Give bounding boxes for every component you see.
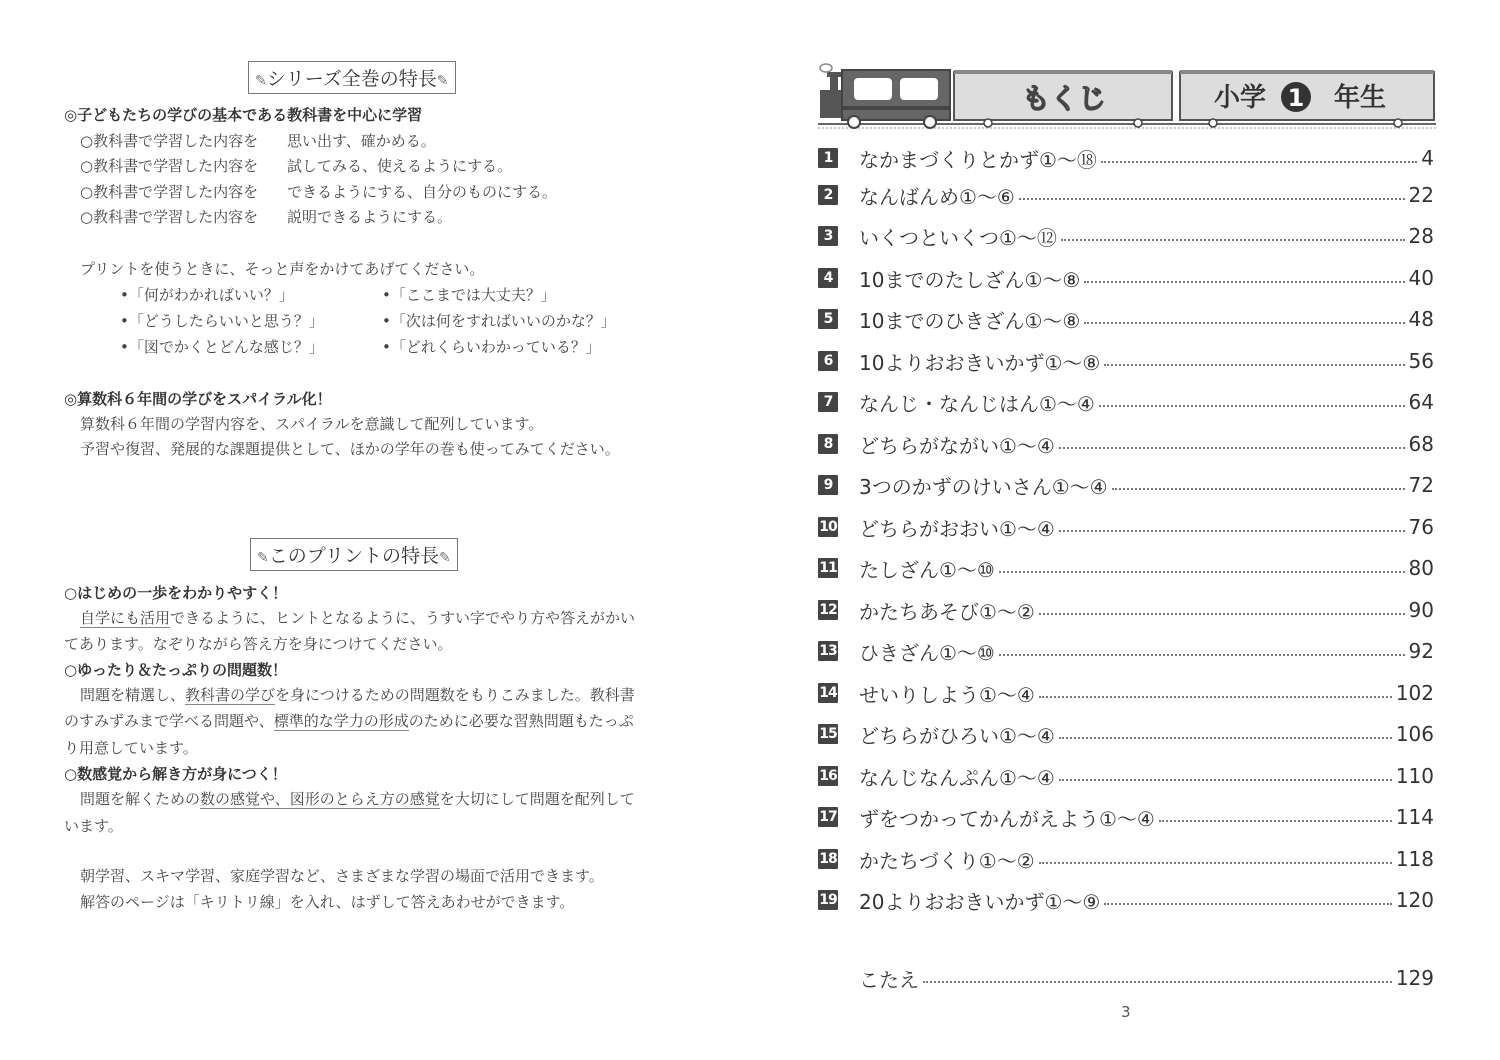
dot-leader <box>1099 403 1405 407</box>
toc-item[interactable] <box>818 802 1434 832</box>
grade-prefix: 小学 <box>1213 83 1267 113</box>
chapter-title: なんばんめ①～⑥ <box>859 184 1015 209</box>
chapter-title: どちらがおおい①～④ <box>859 516 1055 541</box>
chapter-title: なかまづくりとかず①～⑱ <box>859 147 1097 172</box>
chapter-title: たしざん①～⑩ <box>859 557 995 582</box>
series-features-heading: ✎シリーズ全巻の特長✎ <box>248 61 456 94</box>
chapter-page: 114 <box>1395 805 1434 829</box>
chapter-title: なんじ・なんじはん①～④ <box>859 391 1095 416</box>
locomotive-icon <box>820 64 950 128</box>
toc-item[interactable] <box>818 678 1434 708</box>
chapter-number: 11 <box>819 560 837 576</box>
chapter-title: ひきざん①～⑩ <box>859 640 995 665</box>
dot-leader <box>1112 486 1405 490</box>
chapter-page: 48 <box>1408 307 1434 331</box>
chapter-page: 80 <box>1408 556 1434 580</box>
chapter-title: どちらがながい①～④ <box>859 433 1055 458</box>
dot-leader <box>1104 901 1392 905</box>
chapter-number: 16 <box>819 768 837 784</box>
chapter-page: 64 <box>1408 390 1434 414</box>
series-point-detail: 試してみる、使えるようにする。 <box>287 157 513 175</box>
toc-item[interactable] <box>818 346 1434 376</box>
feature-line: います。 <box>64 817 123 835</box>
toc-item[interactable] <box>818 636 1434 666</box>
chapter-number: 10 <box>819 519 837 535</box>
dot-leader <box>1039 611 1405 615</box>
chapter-page: 40 <box>1408 266 1434 290</box>
chapter-number: 15 <box>819 726 837 742</box>
feature-line: のすみずみまで学べる問題や、標準的な学力の形成のために必要な習熟問題もたっぷ <box>64 712 634 730</box>
dot-leader <box>1019 196 1405 200</box>
toc-item[interactable] <box>818 885 1434 915</box>
chapter-number: 6 <box>818 351 838 371</box>
train-header <box>818 60 1436 132</box>
chapter-number: 18 <box>819 851 837 867</box>
phrase-item: •「図でかくとどんな感じ？」 <box>120 338 324 356</box>
chapter-title: 3つのかずのけいさん①～④ <box>859 474 1108 499</box>
dot-leader <box>1059 445 1405 449</box>
phrase-item: •「次は何をすればいいのかな？」 <box>382 312 616 330</box>
toc-item[interactable] <box>818 844 1434 874</box>
dot-leader <box>999 569 1405 573</box>
chapter-page: 92 <box>1408 639 1434 663</box>
chapter-page: 102 <box>1395 681 1434 705</box>
chapter-number: 4 <box>818 268 838 288</box>
dot-leader <box>1159 818 1392 822</box>
phrase-item: •「どれくらいわかっている？」 <box>382 338 601 356</box>
chapter-page: 72 <box>1408 473 1434 497</box>
chapter-title: かたちづくり①～② <box>859 848 1035 873</box>
closing-line: 解答のページは「キリトリ線」を入れ、はずして答えあわせができます。 <box>80 893 575 911</box>
phrase-item: •「ここまでは大丈夫？」 <box>382 286 556 304</box>
toc-item[interactable] <box>818 221 1434 251</box>
chapter-page: 68 <box>1408 432 1434 456</box>
chapter-number: 9 <box>818 475 838 495</box>
pencil-icon: ✎ <box>257 550 269 566</box>
series-point: ○教科書で学習した内容を <box>80 132 259 150</box>
chapter-title: 10までのたしざん①～⑧ <box>859 267 1081 292</box>
pencil-icon: ✎ <box>438 550 451 566</box>
grade-number: 1 <box>1287 84 1305 112</box>
chapter-page: 110 <box>1395 764 1434 788</box>
toc-answers[interactable] <box>859 963 1434 993</box>
toc-item[interactable] <box>818 263 1434 293</box>
page-number: 3 <box>1121 1003 1131 1021</box>
chapter-page: 56 <box>1408 349 1434 373</box>
chapter-page: 4 <box>1421 146 1434 170</box>
feature-line: 自学にも活用できるように、ヒントとなるように、うすい字でやり方や答えがかい <box>80 609 636 627</box>
answers-page: 129 <box>1395 966 1434 990</box>
chapter-page: 120 <box>1395 888 1434 912</box>
pencil-icon: ✎ <box>436 73 449 89</box>
closing-line: 朝学習、スキマ学習、家庭学習など、さまざまな学習の場面で活用できます。 <box>80 867 604 885</box>
dot-leader <box>999 652 1405 656</box>
feature-heading: ○ゆったり＆たっぷりの問題数！ <box>64 661 287 679</box>
chapter-page: 22 <box>1408 183 1434 207</box>
chapter-title: かたちあそび①～② <box>859 599 1035 624</box>
chapter-number: 1 <box>818 148 838 168</box>
chapter-title: せいりしよう①～④ <box>859 682 1035 707</box>
toc-item[interactable] <box>818 595 1434 625</box>
chapter-page: 76 <box>1408 515 1434 539</box>
chapter-number: 7 <box>818 392 838 412</box>
dot-leader <box>1059 735 1392 739</box>
chapter-title: いくつといくつ①～⑫ <box>859 225 1057 250</box>
chapter-title: 10よりおおきいかず①～⑧ <box>859 350 1101 375</box>
dot-leader <box>1059 777 1392 781</box>
toc-item[interactable] <box>818 387 1434 417</box>
feature-line: 問題を解くための数の感覚や、図形のとらえ方の感覚を大切にして問題を配列して <box>80 790 635 808</box>
feature-line: 問題を精選し、教科書の学びを身につけるための問題数をもりこみました。教科書 <box>80 686 635 704</box>
toc-item[interactable] <box>818 180 1434 210</box>
dot-leader <box>1039 694 1392 698</box>
feature-line: てあります。なぞりながら答え方を身につけてください。 <box>64 635 453 653</box>
series-point-detail: 思い出す、確かめる。 <box>287 132 436 150</box>
series-point: ○教科書で学習した内容を <box>80 208 259 226</box>
chapter-title: 20よりおおきいかず①～⑨ <box>859 889 1101 914</box>
chapter-number: 5 <box>818 309 838 329</box>
dot-leader <box>1059 528 1405 532</box>
answers-title: こたえ <box>859 967 919 992</box>
toc-item[interactable] <box>818 719 1434 749</box>
chapter-page: 118 <box>1395 847 1434 871</box>
chapter-number: 19 <box>819 892 837 908</box>
chapter-number: 3 <box>818 226 838 246</box>
series-point: ○教科書で学習した内容を <box>80 157 259 175</box>
chapter-page: 90 <box>1408 598 1434 622</box>
feature-line: り用意しています。 <box>64 739 198 757</box>
chapter-number: 8 <box>818 434 838 454</box>
spiral-line: 予習や復習、発展的な課題提供として、ほかの学年の巻も使ってみてください。 <box>80 440 620 458</box>
dot-leader <box>923 979 1392 983</box>
toc-item[interactable] <box>818 512 1434 542</box>
chapter-title: 10までのひきざん①～⑧ <box>859 308 1081 333</box>
toc-item[interactable] <box>818 761 1434 791</box>
chapter-number: 17 <box>819 809 837 825</box>
dot-leader <box>1084 279 1404 283</box>
chapter-number: 14 <box>819 685 837 701</box>
dot-leader <box>1104 362 1404 366</box>
chapter-page: 28 <box>1408 224 1434 248</box>
print-intro: プリントを使うときに、そっと声をかけてあげてください。 <box>80 260 485 278</box>
spiral-heading: ◎算数科６年間の学びをスパイラル化！ <box>64 390 332 408</box>
toc-label: もくじ <box>1021 82 1107 115</box>
dot-leader <box>1101 159 1417 163</box>
grade-suffix: 年生 <box>1333 83 1387 113</box>
phrase-item: •「どうしたらいいと思う？」 <box>120 312 324 330</box>
series-point-detail: できるようにする、自分のものにする。 <box>287 183 558 201</box>
chapter-number: 12 <box>819 602 837 618</box>
toc-item[interactable] <box>818 470 1434 500</box>
spiral-line: 算数科６年間の学習内容を、スパイラルを意識して配列しています。 <box>80 415 544 433</box>
feature-heading: ○数感覚から解き方が身につく！ <box>64 765 287 783</box>
toc-item[interactable] <box>818 304 1434 334</box>
chapter-page: 106 <box>1395 722 1434 746</box>
toc-item[interactable] <box>818 553 1434 583</box>
print-features-heading: ✎このプリントの特長✎ <box>250 538 458 571</box>
chapter-number: 2 <box>818 185 838 205</box>
toc-item[interactable] <box>818 143 1434 173</box>
series-subheading: ◎子どもたちの学びの基本である教科書を中心に学習 <box>64 106 423 124</box>
phrase-item: •「何がわかればいい？」 <box>120 286 294 304</box>
series-point-detail: 説明できるようにする。 <box>287 208 453 226</box>
chapter-title: どちらがひろい①～④ <box>859 723 1055 748</box>
toc-item[interactable] <box>818 429 1434 459</box>
dot-leader <box>1084 320 1404 324</box>
chapter-title: なんじなんぷん①～④ <box>859 765 1055 790</box>
feature-heading: ○はじめの一歩をわかりやすく！ <box>64 584 288 602</box>
series-point: ○教科書で学習した内容を <box>80 183 259 201</box>
dot-leader <box>1061 237 1405 241</box>
chapter-title: ずをつかってかんがえよう①～④ <box>859 806 1155 831</box>
dot-leader <box>1039 860 1392 864</box>
chapter-number: 13 <box>819 643 837 659</box>
pencil-icon: ✎ <box>255 73 267 89</box>
